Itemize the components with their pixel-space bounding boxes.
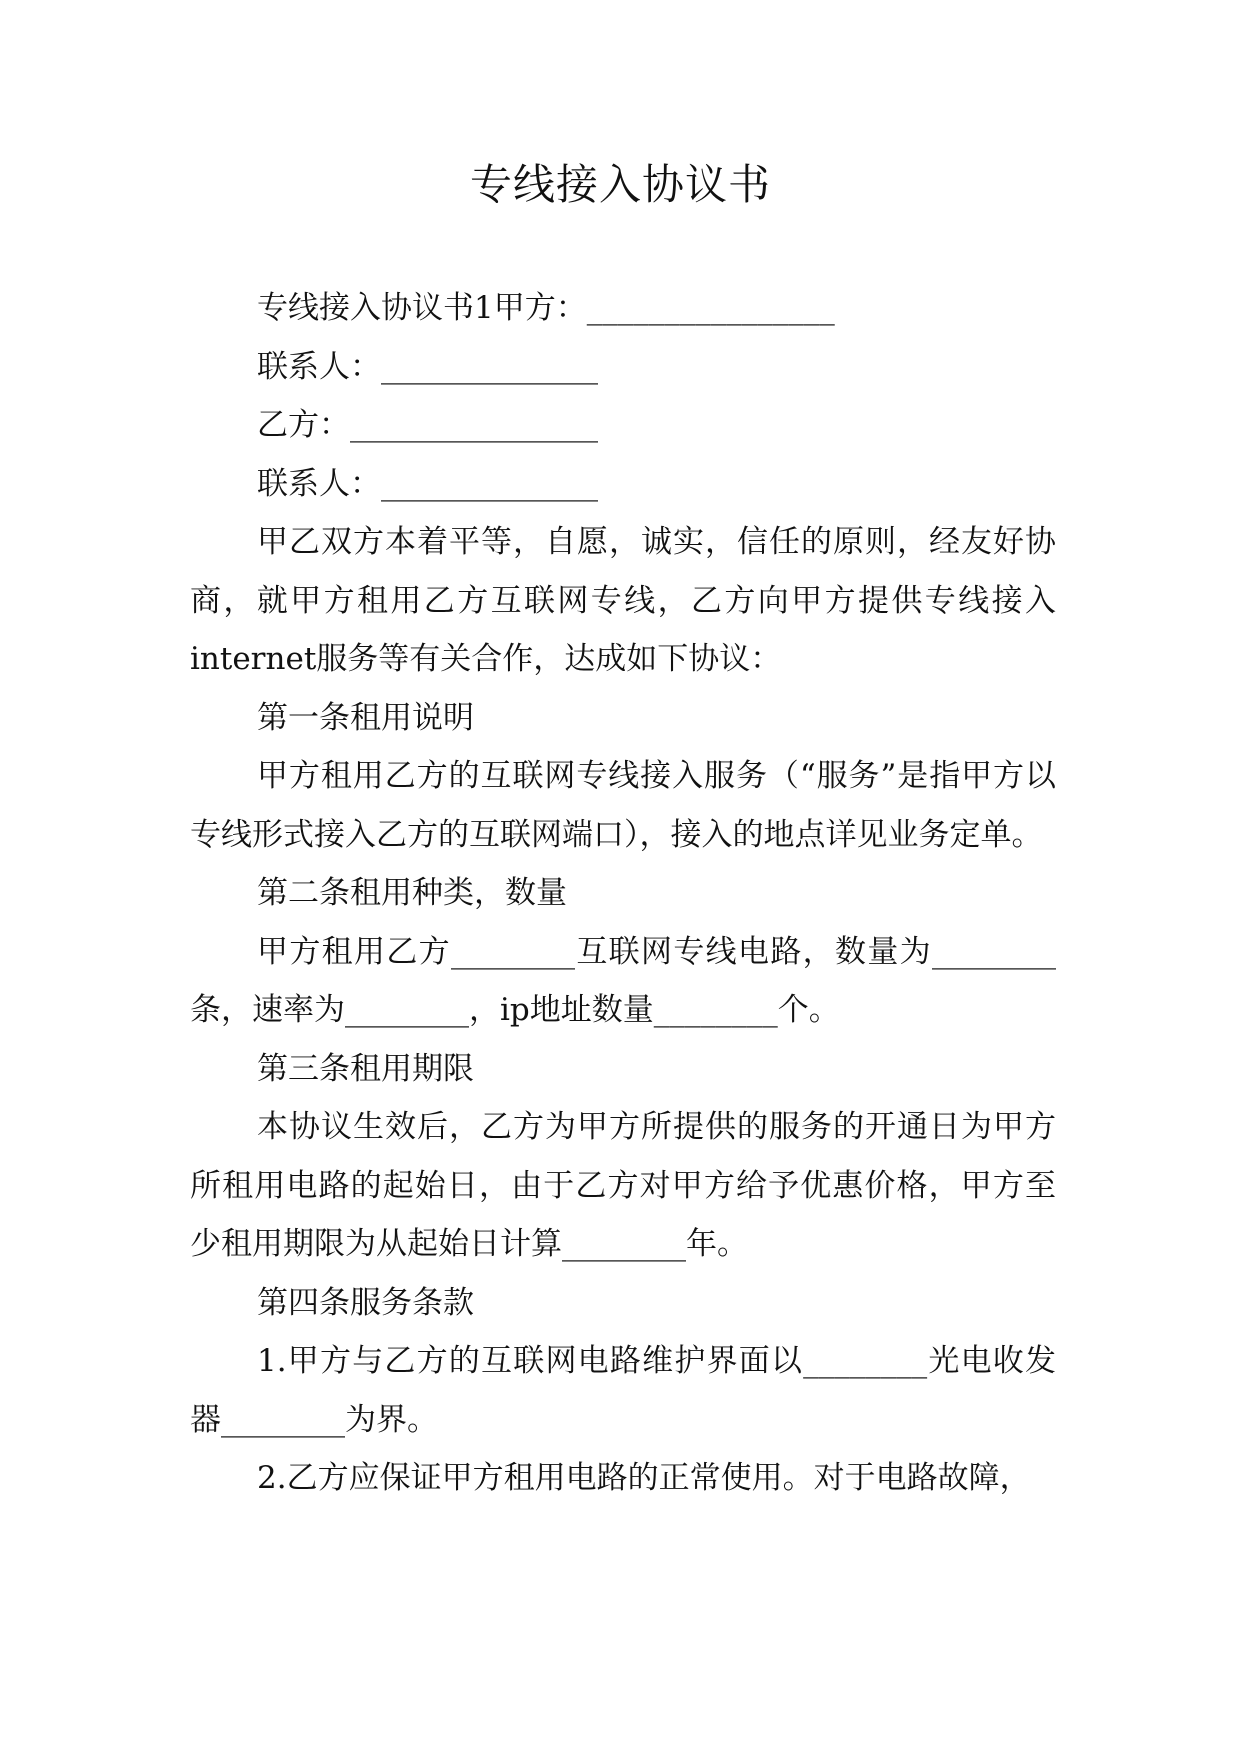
document-title: 专线接入协议书 <box>469 160 771 209</box>
party-b-contact-line: 联系人：______________ <box>257 465 598 502</box>
article-2-heading: 第二条租用种类，数量 <box>257 875 567 911</box>
article-4-item-1: 1.甲方与乙方的互联网电路维护界面以________光电收发器________为界。 <box>190 1343 1056 1438</box>
article-3-heading: 第三条租用期限 <box>257 1050 474 1087</box>
document-body <box>190 279 1056 1508</box>
article-1-paragraph: 甲方租用乙方的互联网专线接入服务（“服务”是指甲方以专线形式接入乙方的互联网端口），接入的地点详见业务定单。 <box>190 758 1056 853</box>
article-2-paragraph: 甲方租用乙方________互联网专线电路，数量为________条，速率为________，ip地址数量________个。 <box>190 933 1056 1028</box>
article-4-heading: 第四条服务条款 <box>257 1284 474 1321</box>
article-3-paragraph: 本协议生效后，乙方为甲方所提供的服务的开通日为甲方所租用电路的起始日，由于乙方对甲方给予优惠价格，甲方至少租用期限为从起始日计算________年。 <box>190 1109 1056 1262</box>
preamble-paragraph: 甲乙双方本着平等，自愿，诚实，信任的原则，经友好协商，就甲方租用乙方互联网专线，乙方向甲方提供专线接入internet服务等有关合作，达成如下协议： <box>190 524 1056 677</box>
article-1-heading: 第一条租用说明 <box>257 699 474 736</box>
party-b-line: 乙方：________________ <box>257 407 598 443</box>
article-4-item-2: 2.乙方应保证甲方租用电路的正常使用。对于电路故障， <box>257 1460 1031 1496</box>
party-a-contact-line: 联系人：______________ <box>257 348 598 385</box>
party-a-line: 专线接入协议书1甲方：________________ <box>257 290 835 326</box>
